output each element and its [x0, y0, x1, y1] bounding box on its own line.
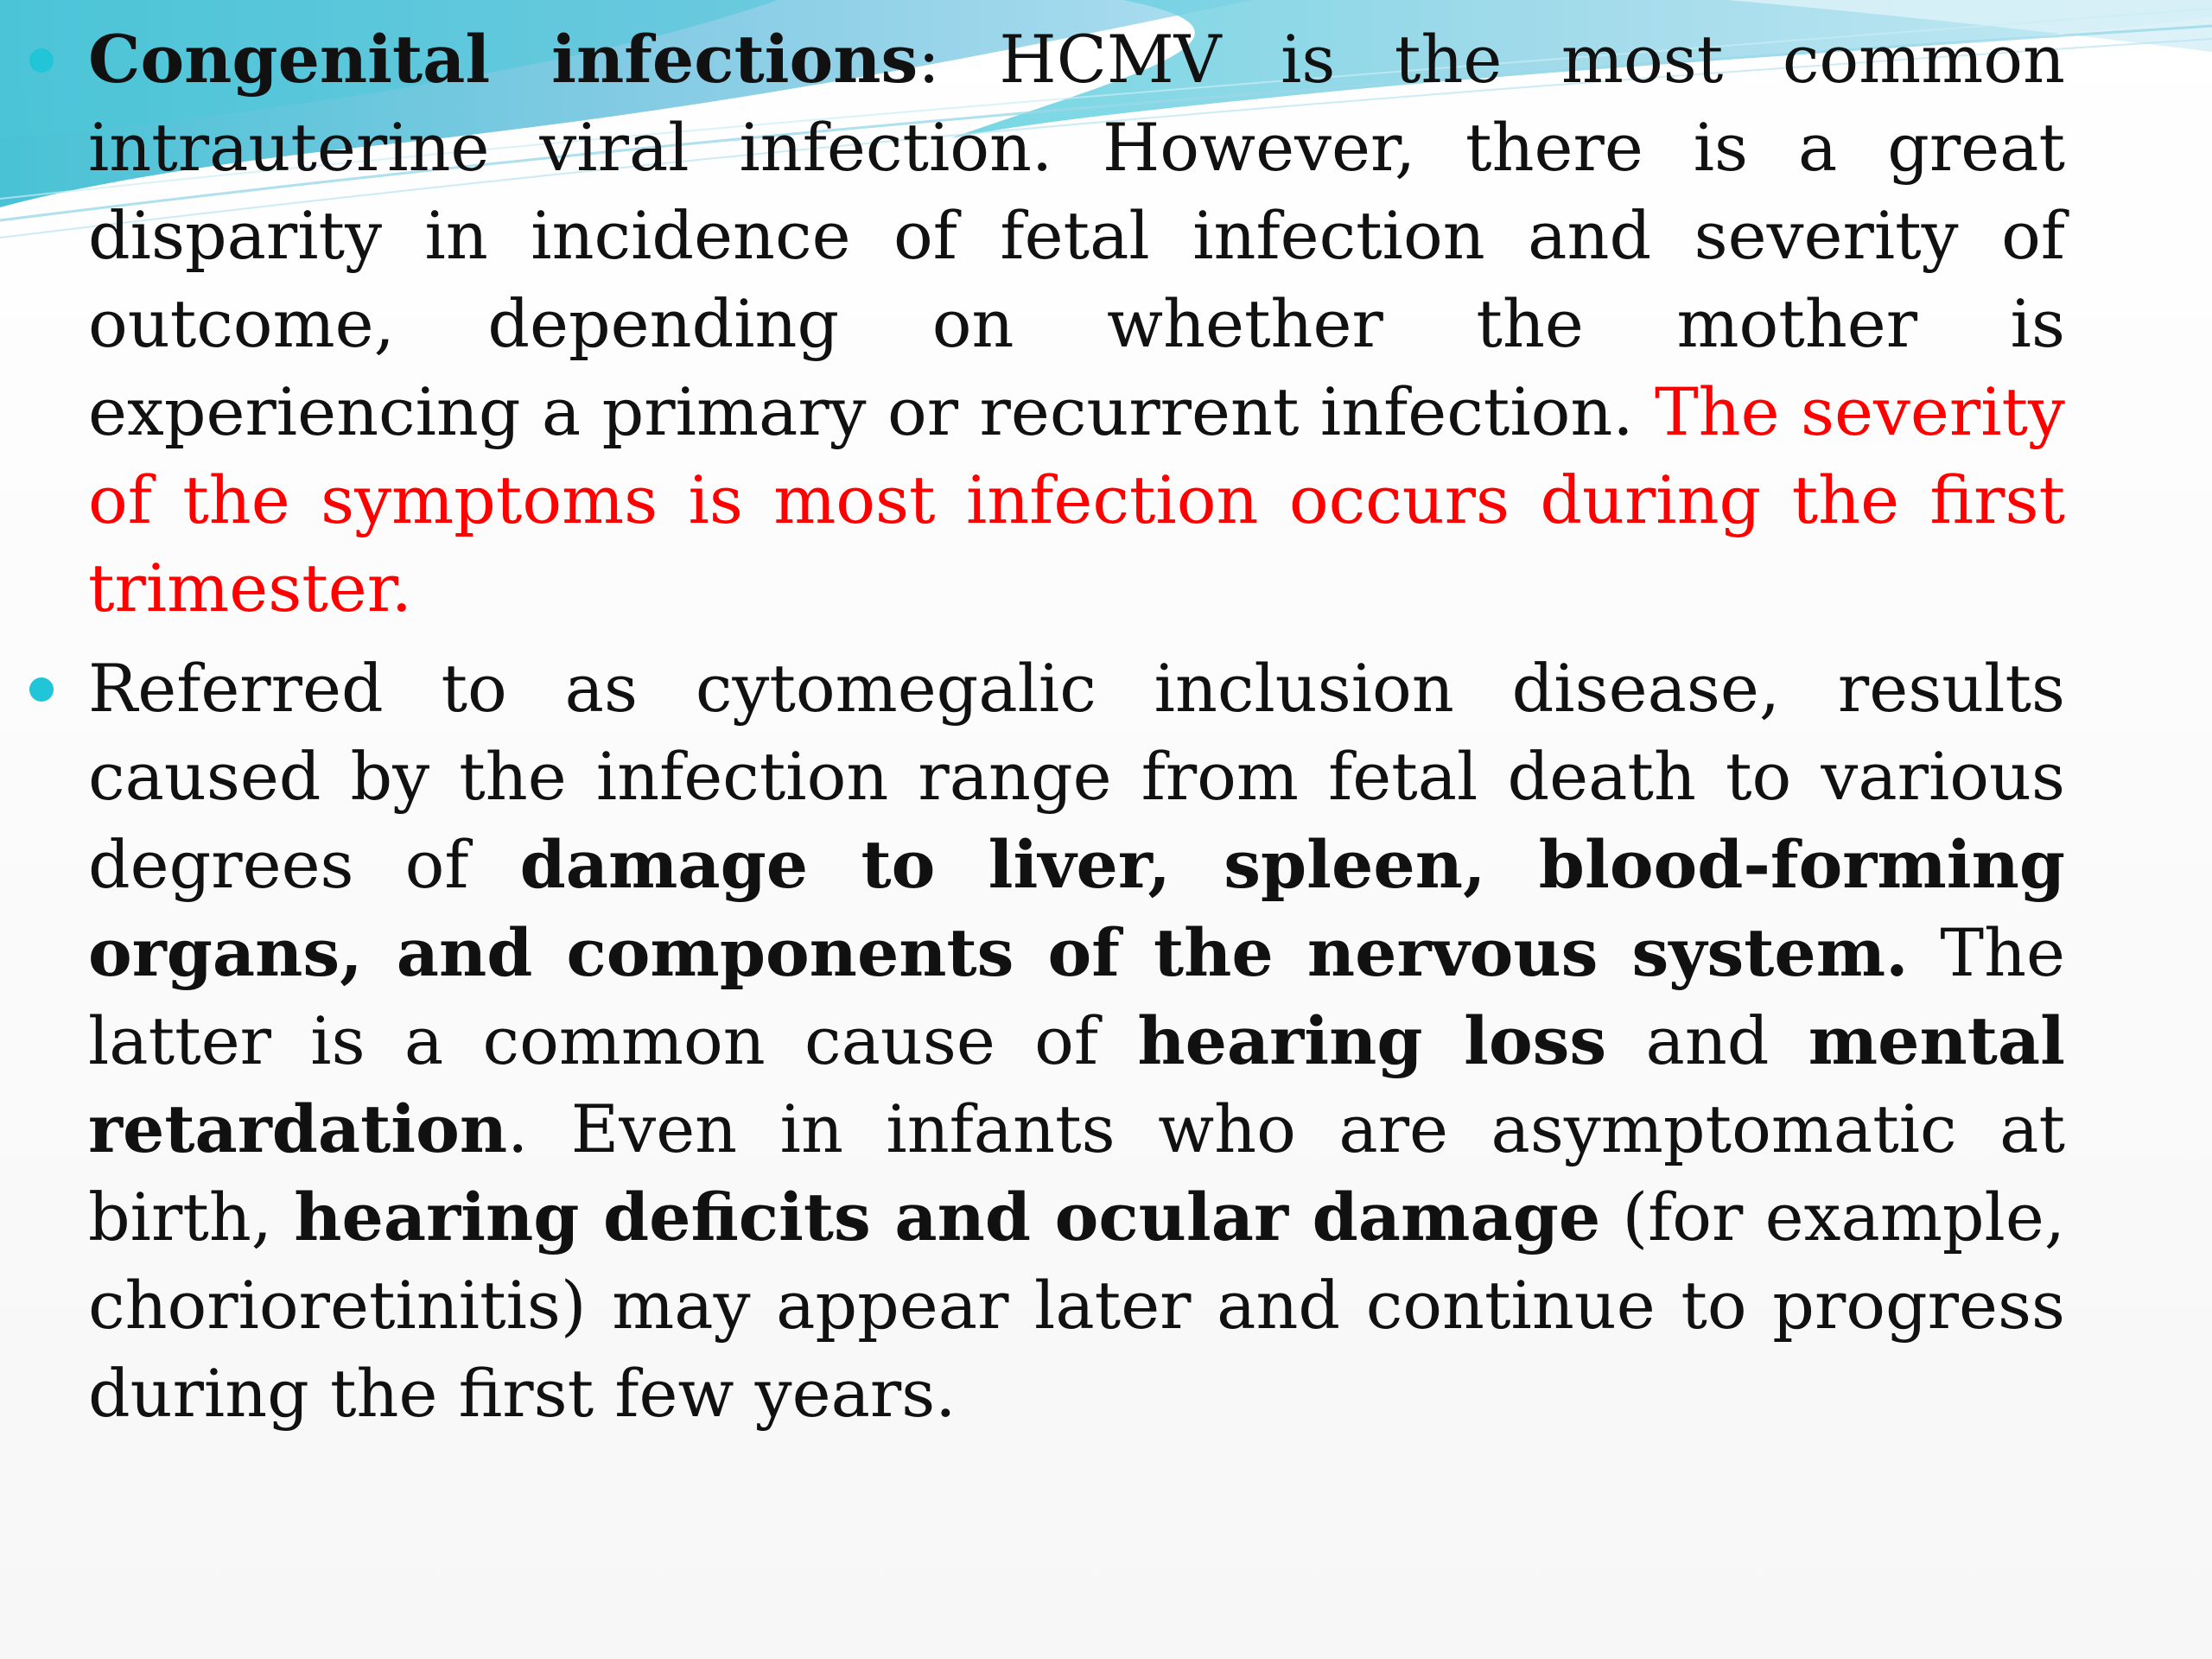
bullet-dot-icon	[29, 48, 54, 73]
text-segment-bold: hearing deficits and ocular damage	[294, 1179, 1601, 1255]
text-segment-bold: hearing loss	[1137, 1002, 1607, 1079]
bullet-paragraph-2	[0, 645, 2065, 1438]
text-segment-normal: The latter is a common cause of	[88, 914, 2065, 1079]
text-segment-normal: : HCMV is the most common intrauterine viral infection. However, there is a great disparity in incidence of fetal infection and severity of outcome, depending on whether the mother is experiencing a primary or recurrent infection.	[88, 21, 2065, 450]
slide-content	[0, 16, 2212, 1450]
text-segment-bold: Congenital infections	[88, 21, 918, 98]
text-segment-normal: . Even in infants who are asymptomatic at birth,	[88, 1090, 2065, 1255]
text-segment-normal: and	[1606, 1002, 1808, 1079]
bullet-dot-icon	[29, 677, 54, 702]
text-segment-bold: damage to liver, spleen, blood-forming organs, and components of the nervous system.	[88, 826, 2065, 991]
text-segment-normal: Referred to as cytomegalic inclusion disease, results caused by the infection range from fetal death to various degrees of	[88, 650, 2065, 903]
text-segment-normal: (for example, chorioretinitis) may appear later and continue to progress during the first few years.	[88, 1179, 2065, 1432]
text-segment-red: The severity of the symptoms is most infection occurs during the first trimester.	[88, 373, 2065, 626]
bullet-paragraph-1	[0, 16, 2065, 632]
text-segment-bold: mental retardation	[88, 1002, 2065, 1167]
